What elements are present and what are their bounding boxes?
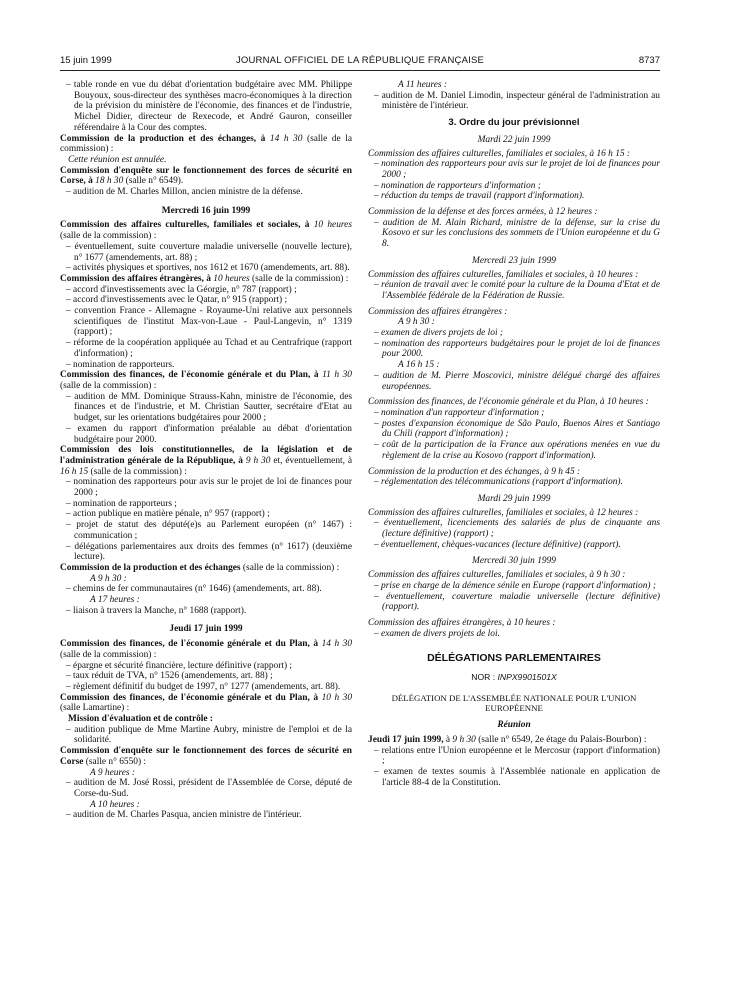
paragraph: Commission de la production et des échanges, à 9 h 45 :	[368, 466, 581, 477]
nor-reference: NOR : INPX9901501X	[471, 672, 557, 683]
paragraph: Commission des finances, de l'économie générale et du Plan, à 11 h 30 (salle de la commission) :	[60, 370, 352, 391]
left-column	[60, 80, 352, 821]
list-item: – nomination d'un rapporteur d'information ;	[374, 407, 545, 418]
list-item: – coût de la participation de la France aux opérations menées en vue du règlement de la crise au Kosovo (rapport d'information).	[374, 440, 660, 461]
day-heading: Mardi 29 juin 1999	[477, 493, 551, 504]
page-header	[60, 55, 660, 69]
time-label: A 16 h 15 :	[398, 360, 440, 371]
paragraph: Commission des affaires culturelles, familiales et sociales, à 10 heures (salle de la commission) :	[60, 220, 352, 242]
paragraph: Commission d'enquête sur le fonctionnement des forces de sécurité en Corse (salle n° 6550) :	[60, 746, 352, 767]
list-item: – chemins de fer communautaires (n° 1646) (amendements, art. 88).	[66, 584, 322, 595]
time-label: A 17 heures :	[90, 595, 140, 606]
list-item: – nomination des rapporteurs pour avis sur le projet de loi de finances pour 2000 ;	[66, 477, 352, 499]
list-item: – action publique en matière pénale, n° 957 (rapport) ;	[66, 509, 270, 520]
list-item: – audition de MM. Dominique Strauss-Kahn, ministre de l'économie, des finances et de l'industrie, et M. Christian Sautter, secrétaire d'Etat au budget, sur les orientations budgétaires pour 2000 ;	[66, 391, 352, 424]
delegations-heading: DÉLÉGATIONS PARLEMENTAIRES	[427, 652, 601, 665]
list-item: – réglementation des télécommunications (rapport d'information).	[374, 477, 623, 488]
list-item: – convention France - Allemagne - Royaume-Uni relative aux personnels scientifiques de l'institut Max-von-Laue - Paul-Langevin, n° 1319 (rapport) ;	[66, 306, 352, 338]
notice: Cette réunion est annulée.	[68, 154, 167, 165]
header-date: 15 juin 1999	[60, 55, 112, 66]
list-item: – nomination de rapporteurs.	[66, 359, 175, 370]
paragraph: Commission des affaires culturelles, familiales et sociales, à 16 h 15 :	[368, 148, 631, 159]
paragraph: Commission des affaires culturelles, familiales et sociales, à 9 h 30 :	[368, 570, 626, 581]
list-item: – audition de M. Alain Richard, ministre de la défense, sur la crise du Kosovo et sur les conclusions des sommets de l'Union européenne et du G 8.	[374, 217, 660, 250]
right-column	[368, 80, 660, 788]
list-item: – audition de M. Pierre Moscovici, ministre délégué chargé des affaires européennes.	[374, 370, 660, 392]
list-item: – éventuellement, licenciements des salariés de plus de cinquante ans (lecture définitive) (rapport) ;	[374, 518, 660, 540]
list-item: – relations entre l'Union européenne et le Mercosur (rapport d'information) ;	[374, 745, 660, 767]
day-heading: Mardi 22 juin 1999	[477, 134, 551, 145]
paragraph: Commission des finances, de l'économie générale et du Plan, à 14 h 30 (salle de la commission) :	[60, 639, 352, 660]
time-label: A 11 heures :	[398, 80, 448, 90]
list-item: – nomination des rapporteurs pour avis sur le projet de loi de finances pour 2000 ;	[374, 159, 660, 180]
time-label: A 9 h 30 :	[90, 573, 127, 584]
list-item: – éventuellement, chèques-vacances (lecture définitive) (rapport).	[374, 539, 621, 550]
paragraph: Commission des affaires étrangères, à 10 heures :	[368, 617, 556, 628]
list-item: – audition de M. Charles Pasqua, ancien ministre de l'intérieur.	[66, 810, 302, 821]
list-item: – audition publique de Mme Martine Aubry, ministre de l'emploi et de la solidarité.	[66, 724, 352, 746]
list-item: – éventuellement, suite couverture maladie universelle (nouvelle lecture), n° 1677 (amendements, art. 88) ;	[66, 241, 352, 263]
paragraph: Commission d'enquête sur le fonctionnement des forces de sécurité en Corse, à 18 h 30 (salle n° 6549).	[60, 165, 352, 187]
list-item: – taux réduit de TVA, n° 1526 (amendements, art. 88) ;	[66, 671, 273, 682]
list-item: – examen de divers projets de loi ;	[374, 328, 504, 339]
list-item: – projet de statut des député(e)s au Parlement européen (n° 1467) : communication ;	[66, 520, 352, 541]
list-item: – examen de divers projets de loi.	[374, 628, 500, 639]
paragraph: Commission de la défense et des forces armées, à 12 heures :	[368, 207, 598, 218]
list-item: – nomination de rapporteurs ;	[66, 498, 177, 509]
mission-heading: Mission d'évaluation et de contrôle :	[68, 714, 214, 725]
list-item: – examen de textes soumis à l'Assemblée nationale en application de l'article 88-4 de la Constitution.	[374, 766, 660, 788]
list-item: – postes d'expansion économique de São Paulo, Buenos Aires et Santiago du Chili (rapport d'information) ;	[374, 418, 660, 440]
time-label: A 10 heures :	[90, 799, 140, 810]
delegation-title: DÉLÉGATION DE L'ASSEMBLÉE NATIONALE POUR L'UNION EUROPÉENNE	[391, 692, 637, 714]
page-number: 8737	[638, 55, 660, 66]
paragraph: Commission des finances, de l'économie générale et du Plan, à 10 heures :	[368, 397, 649, 408]
list-item: – nomination de rapporteurs d'information ;	[374, 180, 541, 191]
paragraph: Commission de la production et des échanges (salle de la commission) :	[60, 562, 340, 573]
paragraph: Commission des affaires étrangères, à 10 heures (salle de la commission) :	[60, 273, 349, 284]
paragraph: Commission des affaires culturelles, familiales et sociales, à 10 heures :	[368, 269, 639, 280]
list-item: – prise en charge de la démence sénile en Europe (rapport d'information) ;	[374, 580, 656, 591]
paragraph: Commission de la production et des échanges, à 14 h 30 (salle de la commission) :	[60, 133, 352, 155]
list-item: – activités physiques et sportives, nos 1612 et 1670 (amendements, art. 88).	[66, 263, 350, 274]
time-label: A 9 heures :	[90, 767, 136, 778]
day-heading: Jeudi 17 juin 1999	[169, 624, 243, 635]
journal-title: JOURNAL OFFICIEL DE LA RÉPUBLIQUE FRANÇAISE	[235, 55, 485, 66]
list-item: – table ronde en vue du débat d'orientation budgétaire avec MM. Philippe Bouyoux, sous-directeur des synthèses macro-économiques à la direction de la prévision du ministère de l'économie, des finances et de l'industrie, Michel Didier, directeur de Rexecode, et André Gauron, conseiller référendaire à la Cour des comptes.	[66, 80, 352, 133]
paragraph: Commission des affaires culturelles, familiales et sociales, à 12 heures :	[368, 507, 639, 518]
paragraph: Commission des finances, de l'économie générale et du Plan, à 10 h 30 (salle Lamartine) :	[60, 692, 352, 714]
list-item: – examen du rapport d'information préalable au débat d'orientation budgétaire pour 2000.	[66, 423, 352, 445]
list-item: – épargne et sécurité financière, lecture définitive (rapport) ;	[66, 660, 293, 671]
day-heading: Mercredi 30 juin 1999	[472, 556, 556, 567]
list-item: – accord d'investissements avec le Qatar, n° 915 (rapport) ;	[66, 295, 288, 306]
paragraph: Commission des affaires étrangères :	[368, 306, 508, 317]
list-item: – délégations parlementaires aux droits des femmes (n° 1617) (deuxième lecture).	[66, 541, 352, 563]
list-item: – règlement définitif du budget de 1997, n° 1277 (amendements, art. 88).	[66, 681, 341, 692]
list-item: – réunion de travail avec le comité pour la culture de la Douma d'Etat et de l'Assemblée fédérale de la Fédération de Russie.	[374, 280, 660, 301]
list-item: – nomination des rapporteurs budgétaires pour le projet de loi de finances pour 2000.	[374, 338, 660, 360]
paragraph: Commission des lois constitutionnelles, de la législation et de l'administration générale de la République, à 9 h 30 et, éventuellement, à 16 h 15 (salle de la commission) :	[60, 445, 353, 477]
reunion-heading: Réunion	[497, 720, 531, 731]
section-heading: 3. Ordre du jour prévisionnel	[448, 117, 580, 129]
day-heading: Mercredi 23 juin 1999	[472, 255, 556, 266]
list-item: – réduction du temps de travail (rapport d'information).	[374, 191, 585, 202]
day-heading: Mercredi 16 juin 1999	[161, 205, 251, 216]
list-item: – accord d'investissements avec la Géorgie, n° 787 (rapport) ;	[66, 284, 297, 295]
list-item: – audition de M. Charles Millon, ancien ministre de la défense.	[66, 187, 303, 198]
paragraph: Jeudi 17 juin 1999, à 9 h 30 (salle n° 6549, 2e étage du Palais-Bourbon) :	[368, 734, 647, 745]
header-rule	[60, 70, 660, 71]
list-item: – réforme de la coopération appliquée au Tchad et au Centrafrique (rapport d'information) ;	[66, 338, 352, 359]
list-item: – audition de M. José Rossi, président de l'Assemblée de Corse, député de Corse-du-Sud.	[66, 778, 352, 799]
list-item: – éventuellement, couverture maladie universelle (lecture définitive) (rapport).	[374, 591, 660, 613]
list-item: – audition de M. Daniel Limodin, inspecteur général de l'administration au ministère de l'intérieur.	[374, 90, 660, 112]
time-label: A 9 h 30 :	[398, 317, 435, 328]
list-item: – liaison à travers la Manche, n° 1688 (rapport).	[66, 605, 247, 616]
